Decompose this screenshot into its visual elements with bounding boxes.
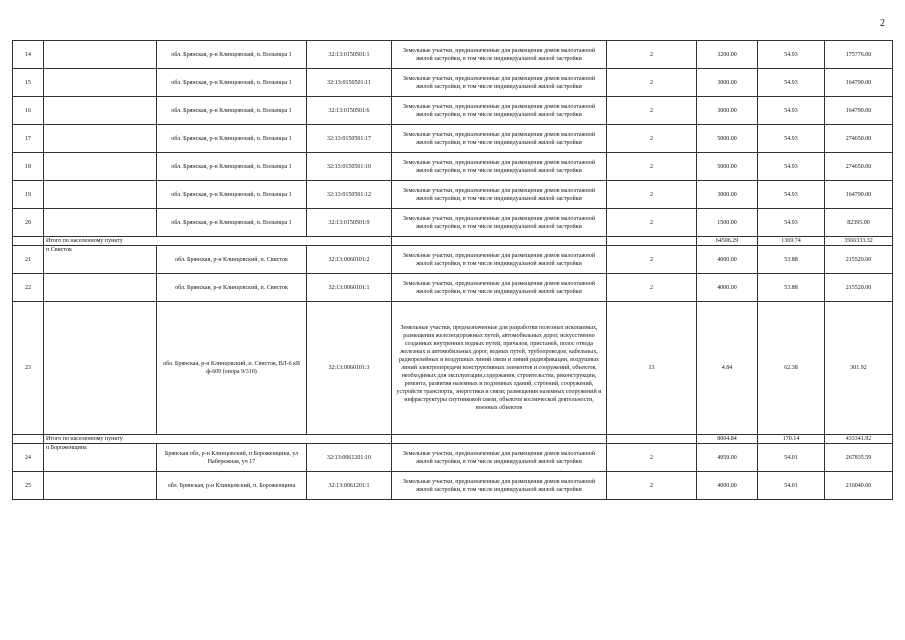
cell-land-category: Земельные участки, предназначенные для размещения домов малоэтажной жилой застройки, в том числе индивидуальной жилой застройки xyxy=(392,125,607,153)
cell-settlement xyxy=(44,181,157,209)
cell-number: 25 xyxy=(13,472,44,500)
cell-area: 5000.00 xyxy=(697,153,758,181)
cell-cost: 82395.00 xyxy=(825,209,893,237)
cell-settlement xyxy=(44,69,157,97)
cell-number: 23 xyxy=(13,302,44,435)
cell-area: 3000.00 xyxy=(697,181,758,209)
cell-number: 22 xyxy=(13,274,44,302)
cell-kvr-code: 2 xyxy=(607,97,697,125)
cell-land-category: Земельные участки, предназначенные для размещения домов малоэтажной жилой застройки, в том числе индивидуальной жилой застройки xyxy=(392,181,607,209)
cell-empty xyxy=(392,237,607,246)
table-row xyxy=(13,302,893,435)
table-row xyxy=(13,181,893,209)
cell-cadastral-number: 32:13:0150501:10 xyxy=(307,153,392,181)
cell-cost: 215520.00 xyxy=(825,246,893,274)
cell-kvr-code: 2 xyxy=(607,274,697,302)
cell-settlement xyxy=(44,209,157,237)
cell-location: обл. Брянская, р-н Клинцовский, п. Свисток xyxy=(157,274,307,302)
cell-cost: 301.92 xyxy=(825,302,893,435)
cell-rate: 170.14 xyxy=(758,435,825,444)
table-row xyxy=(13,472,893,500)
cell-location: обл. Брянская, р-н Клинцовский, п. Волынцы 1 xyxy=(157,181,307,209)
cell-kvr-code: 2 xyxy=(607,153,697,181)
cell-empty xyxy=(607,435,697,444)
cell-settlement xyxy=(44,472,157,500)
total-label: Итого по населенному пункту xyxy=(44,435,392,444)
cell-number: 14 xyxy=(13,41,44,69)
cell-number: 16 xyxy=(13,97,44,125)
cell-area: 4000.00 xyxy=(697,274,758,302)
cell-settlement xyxy=(44,274,157,302)
cell-empty xyxy=(13,435,44,444)
cell-cost: 3566333.32 xyxy=(825,237,893,246)
cell-location: обл. Брянская, р-н Клинцовский, п. Волынцы 1 xyxy=(157,209,307,237)
cell-area: 3000.00 xyxy=(697,69,758,97)
cell-rate: 53.88 xyxy=(758,274,825,302)
cell-area: 4959.00 xyxy=(697,444,758,472)
cell-location: Брянская обл, р-н Клинцовский, п Бороженщина, ул Набережная, уч 17 xyxy=(157,444,307,472)
cell-cost: 274650.00 xyxy=(825,153,893,181)
cell-cadastral-number: 32:13:0060101:3 xyxy=(307,302,392,435)
table-row xyxy=(13,125,893,153)
cell-rate: 54.93 xyxy=(758,125,825,153)
cell-settlement: п Свисток xyxy=(44,246,157,274)
cell-location: обл. Брянская, р-н Клинцовский, п. Волынцы 1 xyxy=(157,69,307,97)
cell-number: 21 xyxy=(13,246,44,274)
table-row xyxy=(13,209,893,237)
cell-kvr-code: 2 xyxy=(607,444,697,472)
cell-empty xyxy=(607,237,697,246)
total-row xyxy=(13,435,893,444)
cell-cadastral-number: 32:13:0061201:1 xyxy=(307,472,392,500)
cell-land-category: Земельные участки, предназначенные для разработки полезных ископаемых, размещения железнодорожных путей, автомобильных дорог, искусственно созданных внутренних водных путей, причалов, пристаней, полос отвода железных и автомобильных дорог, водных путей, трубопроводов, кабельных, радиорелейных и воздушных линий связи и линий радиофикации, воздушных линий электропередачи конструктивных элементов и сооружений, объектов, необходимых для эксплуатации,содержания, строительства, реконструкции, ремонта, развития наземных и подземных зданий, строений, сооружений, устройств транспорта, энергетики и связи; размещения наземных сооружений и инфраструктуры спутниковой связи, объектов космической деятельности, военных объектов xyxy=(392,302,607,435)
table-row xyxy=(13,97,893,125)
cell-land-category: Земельные участки, предназначенные для размещения домов малоэтажной жилой застройки, в том числе индивидуальной жилой застройки xyxy=(392,153,607,181)
cell-rate: 54.01 xyxy=(758,472,825,500)
table-row xyxy=(13,153,893,181)
cell-number: 20 xyxy=(13,209,44,237)
cell-area: 3200.00 xyxy=(697,41,758,69)
table-row xyxy=(13,274,893,302)
cell-cost: 164790.00 xyxy=(825,181,893,209)
cell-area: 4000.00 xyxy=(697,472,758,500)
cell-location: обл. Брянская, р-н Клинцовский, п. Бороженщина xyxy=(157,472,307,500)
cell-rate: 54.93 xyxy=(758,41,825,69)
cell-land-category: Земельные участки, предназначенные для размещения домов малоэтажной жилой застройки, в том числе индивидуальной жилой застройки xyxy=(392,444,607,472)
cell-number: 24 xyxy=(13,444,44,472)
cell-settlement xyxy=(44,153,157,181)
cell-cadastral-number: 32:13:0150501:17 xyxy=(307,125,392,153)
cell-cadastral-number: 32:13:0150501:6 xyxy=(307,97,392,125)
cell-location: обл. Брянская, р-н Клинцовский, п. Свисток, ВЛ-6 кВ ф-609 (опора 9/310) xyxy=(157,302,307,435)
cell-cadastral-number: 32:13:0060101:2 xyxy=(307,246,392,274)
cell-settlement xyxy=(44,125,157,153)
cell-land-category: Земельные участки, предназначенные для размещения домов малоэтажной жилой застройки, в том числе индивидуальной жилой застройки xyxy=(392,274,607,302)
cell-empty xyxy=(392,435,607,444)
cell-settlement xyxy=(44,41,157,69)
cell-land-category: Земельные участки, предназначенные для размещения домов малоэтажной жилой застройки, в том числе индивидуальной жилой застройки xyxy=(392,69,607,97)
cell-kvr-code: 2 xyxy=(607,246,697,274)
cell-cost: 164790.00 xyxy=(825,97,893,125)
cell-number: 15 xyxy=(13,69,44,97)
cell-cadastral-number: 32:13:0060101:1 xyxy=(307,274,392,302)
cell-area: 3000.00 xyxy=(697,97,758,125)
cell-settlement xyxy=(44,302,157,435)
cell-rate: 54.93 xyxy=(758,153,825,181)
cell-cost: 215520.00 xyxy=(825,274,893,302)
cell-location: обл. Брянская, р-н Клинцовский, п. Волынцы 1 xyxy=(157,97,307,125)
cell-rate: 53.88 xyxy=(758,246,825,274)
cell-kvr-code: 13 xyxy=(607,302,697,435)
cell-cost: 164790.00 xyxy=(825,69,893,97)
cell-kvr-code: 2 xyxy=(607,41,697,69)
cell-rate: 54.93 xyxy=(758,97,825,125)
cell-number: 19 xyxy=(13,181,44,209)
cell-land-category: Земельные участки, предназначенные для размещения домов малоэтажной жилой застройки, в том числе индивидуальной жилой застройки xyxy=(392,209,607,237)
cell-kvr-code: 2 xyxy=(607,125,697,153)
cell-cost: 433341.92 xyxy=(825,435,893,444)
cell-kvr-code: 2 xyxy=(607,181,697,209)
cell-location: обл. Брянская, р-н Клинцовский, п. Волынцы 1 xyxy=(157,41,307,69)
cell-cost: 216040.00 xyxy=(825,472,893,500)
cell-location: обл. Брянская, р-н Клинцовский, п. Волынцы 1 xyxy=(157,125,307,153)
cell-cadastral-number: 32:13:0061201:10 xyxy=(307,444,392,472)
cell-cost: 175776.00 xyxy=(825,41,893,69)
cell-rate: 62.38 xyxy=(758,302,825,435)
total-row xyxy=(13,237,893,246)
cell-location: обл. Брянская, р-н Клинцовский, п. Волынцы 1 xyxy=(157,153,307,181)
cell-rate: 54.93 xyxy=(758,69,825,97)
cell-cadastral-number: 32:13:0150501:9 xyxy=(307,209,392,237)
cell-cost: 274650.00 xyxy=(825,125,893,153)
table-row xyxy=(13,69,893,97)
cell-area: 5000.00 xyxy=(697,125,758,153)
cell-rate: 1369.74 xyxy=(758,237,825,246)
cell-number: 18 xyxy=(13,153,44,181)
cell-location: обл. Брянская, р-н Клинцовский, п. Свисток xyxy=(157,246,307,274)
cell-cost: 267835.59 xyxy=(825,444,893,472)
cell-rate: 54.93 xyxy=(758,209,825,237)
table-row xyxy=(13,444,893,472)
cell-area: 8004.84 xyxy=(697,435,758,444)
cell-area: 64506.29 xyxy=(697,237,758,246)
cell-land-category: Земельные участки, предназначенные для размещения домов малоэтажной жилой застройки, в том числе индивидуальной жилой застройки xyxy=(392,472,607,500)
cell-area: 4.84 xyxy=(697,302,758,435)
cell-kvr-code: 2 xyxy=(607,209,697,237)
cell-empty xyxy=(13,237,44,246)
table-body xyxy=(13,41,893,500)
cell-cadastral-number: 32:13:0150501:12 xyxy=(307,181,392,209)
cell-kvr-code: 2 xyxy=(607,472,697,500)
cell-rate: 54.93 xyxy=(758,181,825,209)
cell-number: 17 xyxy=(13,125,44,153)
cell-cadastral-number: 32:13:0150501:1 xyxy=(307,41,392,69)
cell-land-category: Земельные участки, предназначенные для размещения домов малоэтажной жилой застройки, в том числе индивидуальной жилой застройки xyxy=(392,41,607,69)
table-row xyxy=(13,41,893,69)
cell-area: 4000.00 xyxy=(697,246,758,274)
cell-rate: 54.01 xyxy=(758,444,825,472)
cell-area: 1500.00 xyxy=(697,209,758,237)
cell-kvr-code: 2 xyxy=(607,69,697,97)
cell-cadastral-number: 32:13:0150501:11 xyxy=(307,69,392,97)
land-registry-table xyxy=(12,40,893,500)
total-label: Итого по населенному пункту xyxy=(44,237,392,246)
table-row xyxy=(13,246,893,274)
cell-settlement: п Бороженщина xyxy=(44,444,157,472)
cell-land-category: Земельные участки, предназначенные для размещения домов малоэтажной жилой застройки, в том числе индивидуальной жилой застройки xyxy=(392,97,607,125)
cell-settlement xyxy=(44,97,157,125)
cell-land-category: Земельные участки, предназначенные для размещения домов малоэтажной жилой застройки, в том числе индивидуальной жилой застройки xyxy=(392,246,607,274)
page-number: 2 xyxy=(880,18,885,29)
